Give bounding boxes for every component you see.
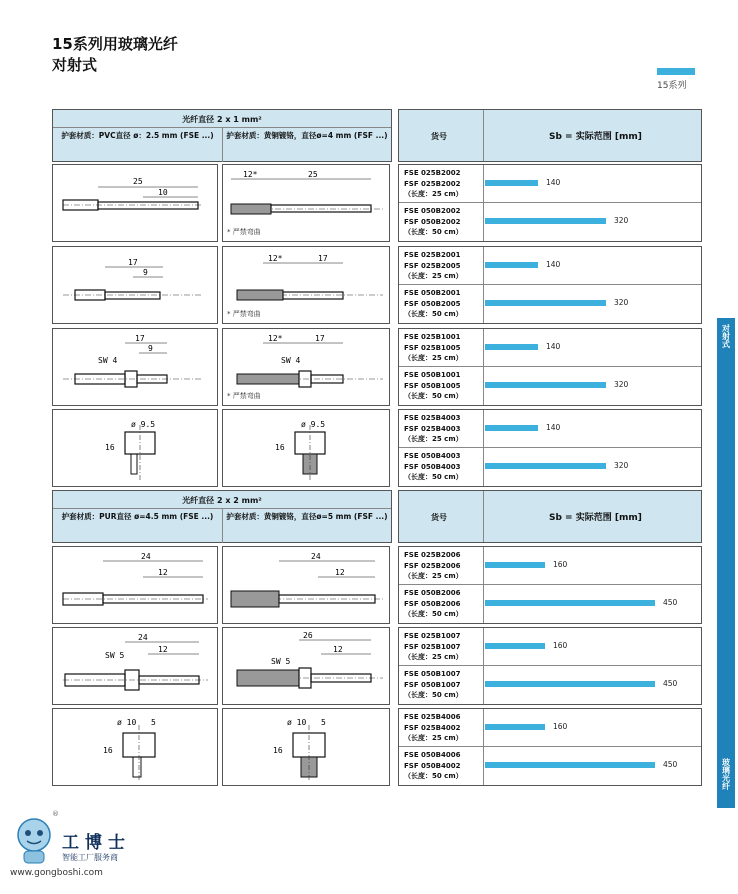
section2-left-header (52, 490, 392, 543)
part-number-list (404, 750, 463, 782)
dim-12: 12 (158, 645, 168, 654)
part-number-list (404, 631, 463, 663)
product-variant (399, 666, 701, 704)
part-number-list (404, 250, 463, 282)
title-line2: 对射式 (52, 56, 98, 74)
diagram-fsf-2x2-flange (222, 708, 390, 786)
diagram-fsf-2x2-straight (222, 546, 390, 624)
product-row (398, 328, 702, 406)
part-number-line: （长度：50 cm） (404, 610, 463, 618)
part-number-line: FSF 025B1007 (404, 642, 461, 651)
dim-25: 25 (308, 170, 318, 179)
dim-phi10: ø 10 (117, 718, 137, 727)
range-bar (485, 425, 538, 431)
part-number-line: （长度：50 cm） (404, 310, 463, 318)
bend-note: * 严禁弯曲 (227, 228, 261, 236)
part-number-line: FSF 025B1005 (404, 343, 461, 352)
range-bar (485, 762, 655, 768)
part-number-list (404, 451, 463, 483)
dim-phi10: ø 10 (287, 718, 307, 727)
side-tab-glass-fiber[interactable] (717, 368, 735, 808)
dim-12: 12 (333, 645, 343, 654)
fiber-drawing (53, 547, 217, 623)
dim-12s: 12* (243, 170, 258, 179)
dim-16: 16 (103, 746, 113, 755)
product-variant (399, 285, 701, 323)
part-number-line: （长度：25 cm） (404, 653, 463, 661)
part-number-line: （长度：50 cm） (404, 392, 463, 400)
dim-24: 24 (141, 552, 151, 561)
bend-note: * 严禁弯曲 (227, 392, 261, 400)
registered-mark: ® (52, 810, 59, 818)
dim-17: 17 (128, 258, 138, 267)
dim-25: 25 (133, 177, 143, 186)
dim-12s: 12* (268, 254, 283, 263)
product-row (398, 164, 702, 242)
diagram-fse-threaded (52, 328, 218, 406)
page-title (52, 34, 178, 76)
dim-9: 9 (143, 268, 148, 277)
part-number-line: FSF 025B4003 (404, 424, 461, 433)
dim-17: 17 (135, 334, 145, 343)
side-tab-label: 对射式 (721, 324, 731, 348)
section1-title: 光纤直径 2 x 1 mm² (182, 115, 262, 124)
range-bar (485, 681, 655, 687)
part-number-line: （长度：25 cm） (404, 734, 463, 742)
section1-right-header (398, 109, 702, 162)
part-number-line: （长度：25 cm） (404, 572, 463, 580)
part-number-line: （长度：25 cm） (404, 190, 463, 198)
product-variant (399, 628, 701, 666)
section1-left-header (52, 109, 392, 162)
section2-right-header (398, 490, 702, 543)
part-number-list (404, 168, 463, 200)
range-value: 320 (614, 380, 629, 389)
series-label: 15系列 (657, 81, 687, 91)
section1-material-left: 护套材质：PVC直径 ø：2.5 mm (FSE ...) (53, 128, 223, 162)
part-number-line: FSE 025B4006 (404, 713, 461, 721)
range-value: 140 (546, 423, 561, 432)
diagram-fse-angled (52, 246, 218, 324)
dim-5: 5 (151, 718, 156, 727)
part-number-line: （长度：50 cm） (404, 228, 463, 236)
product-variant (399, 165, 701, 203)
section1-material-right: 护套材质：黄铜镀铬，直径ø=4 mm (FSF ...) (226, 131, 388, 140)
part-number-line: FSF 025B2005 (404, 261, 461, 270)
part-number-line: （长度：25 cm） (404, 435, 463, 443)
range-bar (485, 344, 538, 350)
range-bar (485, 600, 655, 606)
range-value: 160 (553, 560, 568, 569)
dim-16: 16 (273, 746, 283, 755)
part-number-line: FSE 050B2001 (404, 289, 461, 297)
range-value: 450 (663, 679, 678, 688)
part-number-list (404, 332, 463, 364)
dim-phi95: ø 9.5 (301, 420, 326, 429)
product-variant (399, 203, 701, 241)
fiber-drawing (53, 165, 217, 241)
dim-24: 24 (138, 633, 148, 642)
dim-17: 17 (318, 254, 328, 263)
part-number-list (404, 288, 463, 320)
product-row (398, 409, 702, 487)
product-variant (399, 547, 701, 585)
part-number-line: FSF 025B4002 (404, 723, 461, 732)
dim-12: 12 (335, 568, 345, 577)
range-value: 320 (614, 216, 629, 225)
part-number-line: （长度：50 cm） (404, 772, 463, 780)
diagram-fse-flange (52, 409, 218, 487)
range-bar (485, 262, 538, 268)
part-number-line: FSF 050B2002 (404, 217, 461, 226)
range-value: 450 (663, 598, 678, 607)
part-number-line: FSE 025B2001 (404, 251, 461, 259)
range-value: 140 (546, 178, 561, 187)
dim-sw4: SW 4 (281, 356, 301, 365)
fiber-drawing (53, 329, 217, 405)
product-row (398, 708, 702, 786)
diagram-fsf-straight (222, 164, 390, 242)
diagram-fse-straight (52, 164, 218, 242)
col-range-header: Sb = 实际范围 [mm] (549, 513, 642, 523)
range-value: 140 (546, 260, 561, 269)
part-number-line: FSE 050B4003 (404, 452, 461, 460)
section2-material-right: 护套材质：黄铜镀铬，直径ø=5 mm (FSF ...) (226, 512, 388, 521)
part-number-line: FSF 050B1007 (404, 680, 461, 689)
fiber-drawing (53, 410, 217, 486)
part-number-line: FSF 050B2005 (404, 299, 461, 308)
product-variant (399, 329, 701, 367)
part-number-line: FSF 050B4003 (404, 462, 461, 471)
col-part-header: 货号 (431, 132, 447, 141)
dim-12: 12 (158, 568, 168, 577)
part-number-line: FSF 050B2006 (404, 599, 461, 608)
dim-9: 9 (148, 344, 153, 353)
diagram-fse-2x2-flange (52, 708, 218, 786)
diagram-fsf-threaded (222, 328, 390, 406)
part-number-line: FSE 050B1007 (404, 670, 461, 678)
dim-16: 16 (275, 443, 285, 452)
fiber-drawing (223, 709, 389, 785)
range-bar (485, 180, 538, 186)
product-row (398, 627, 702, 705)
dim-sw5: SW 5 (271, 657, 291, 666)
dim-10: 10 (158, 188, 168, 197)
range-value: 140 (546, 342, 561, 351)
range-bar (485, 562, 545, 568)
range-value: 160 (553, 641, 568, 650)
part-number-list (404, 712, 463, 744)
part-number-line: （长度：50 cm） (404, 691, 463, 699)
part-number-line: FSE 025B2006 (404, 551, 461, 559)
dim-26: 26 (303, 631, 313, 640)
range-bar (485, 463, 606, 469)
product-row (398, 246, 702, 324)
part-number-line: FSF 050B4002 (404, 761, 461, 770)
logo-tagline: 智能工厂服务商 (62, 853, 118, 862)
part-number-line: FSE 050B1001 (404, 371, 461, 379)
part-number-line: FSE 025B1007 (404, 632, 461, 640)
range-bar (485, 724, 545, 730)
part-number-line: FSF 025B2006 (404, 561, 461, 570)
range-bar (485, 382, 606, 388)
part-number-line: FSF 025B2002 (404, 179, 461, 188)
part-number-line: FSF 050B1005 (404, 381, 461, 390)
part-number-line: （长度：25 cm） (404, 272, 463, 280)
product-variant (399, 410, 701, 448)
range-bar (485, 300, 606, 306)
dim-5: 5 (321, 718, 326, 727)
fiber-drawing (223, 547, 389, 623)
robot-mascot-logo (10, 815, 58, 865)
title-line1: 15系列用玻璃光纤 (52, 35, 178, 53)
range-value: 320 (614, 461, 629, 470)
part-number-line: FSE 050B2002 (404, 207, 461, 215)
col-part-header: 货号 (431, 513, 447, 522)
diagram-fsf-angled (222, 246, 390, 324)
range-value: 160 (553, 722, 568, 731)
part-number-list (404, 370, 463, 402)
series-accent-bar (657, 68, 695, 75)
bend-note: * 严禁弯曲 (227, 310, 261, 318)
fiber-drawing (53, 247, 217, 323)
range-bar (485, 643, 545, 649)
dim-sw5: SW 5 (105, 651, 125, 660)
dim-phi95: ø 9.5 (131, 420, 156, 429)
dim-sw4: SW 4 (98, 356, 118, 365)
part-number-line: （长度：50 cm） (404, 473, 463, 481)
part-number-line: FSE 050B2006 (404, 589, 461, 597)
part-number-line: FSE 050B4006 (404, 751, 461, 759)
part-number-line: FSE 025B4003 (404, 414, 461, 422)
section2-material-left: 护套材质：PUR直径 ø=4.5 mm (FSE ...) (53, 509, 223, 543)
fiber-drawing (223, 410, 389, 486)
part-number-list (404, 550, 463, 582)
range-value: 320 (614, 298, 629, 307)
logo-url[interactable]: www.gongboshi.com (10, 868, 103, 878)
product-variant (399, 709, 701, 747)
product-variant (399, 747, 701, 785)
logo-name: 工博士 (62, 833, 131, 853)
fiber-drawing (53, 628, 217, 704)
range-value: 450 (663, 760, 678, 769)
section2-title: 光纤直径 2 x 2 mm² (182, 496, 262, 505)
diagram-fse-2x2-threaded (52, 627, 218, 705)
col-range-header: Sb = 实际范围 [mm] (549, 132, 642, 142)
dim-12s: 12* (268, 334, 283, 343)
product-row (398, 546, 702, 624)
range-bar (485, 218, 606, 224)
side-tab-label: 玻璃光纤 (721, 758, 731, 790)
fiber-drawing (53, 709, 217, 785)
part-number-line: FSE 025B1001 (404, 333, 461, 341)
fiber-drawing (223, 628, 389, 704)
dim-16: 16 (105, 443, 115, 452)
dim-24: 24 (311, 552, 321, 561)
part-number-line: （长度：25 cm） (404, 354, 463, 362)
dim-17: 17 (315, 334, 325, 343)
part-number-list (404, 669, 463, 701)
diagram-fsf-flange (222, 409, 390, 487)
part-number-list (404, 588, 463, 620)
part-number-list (404, 413, 463, 445)
diagram-fsf-2x2-threaded (222, 627, 390, 705)
product-variant (399, 448, 701, 486)
product-variant (399, 585, 701, 623)
diagram-fse-2x2-straight (52, 546, 218, 624)
part-number-list (404, 206, 463, 238)
side-tab-through-beam[interactable] (717, 318, 735, 368)
product-variant (399, 367, 701, 405)
part-number-line: FSE 025B2002 (404, 169, 461, 177)
product-variant (399, 247, 701, 285)
